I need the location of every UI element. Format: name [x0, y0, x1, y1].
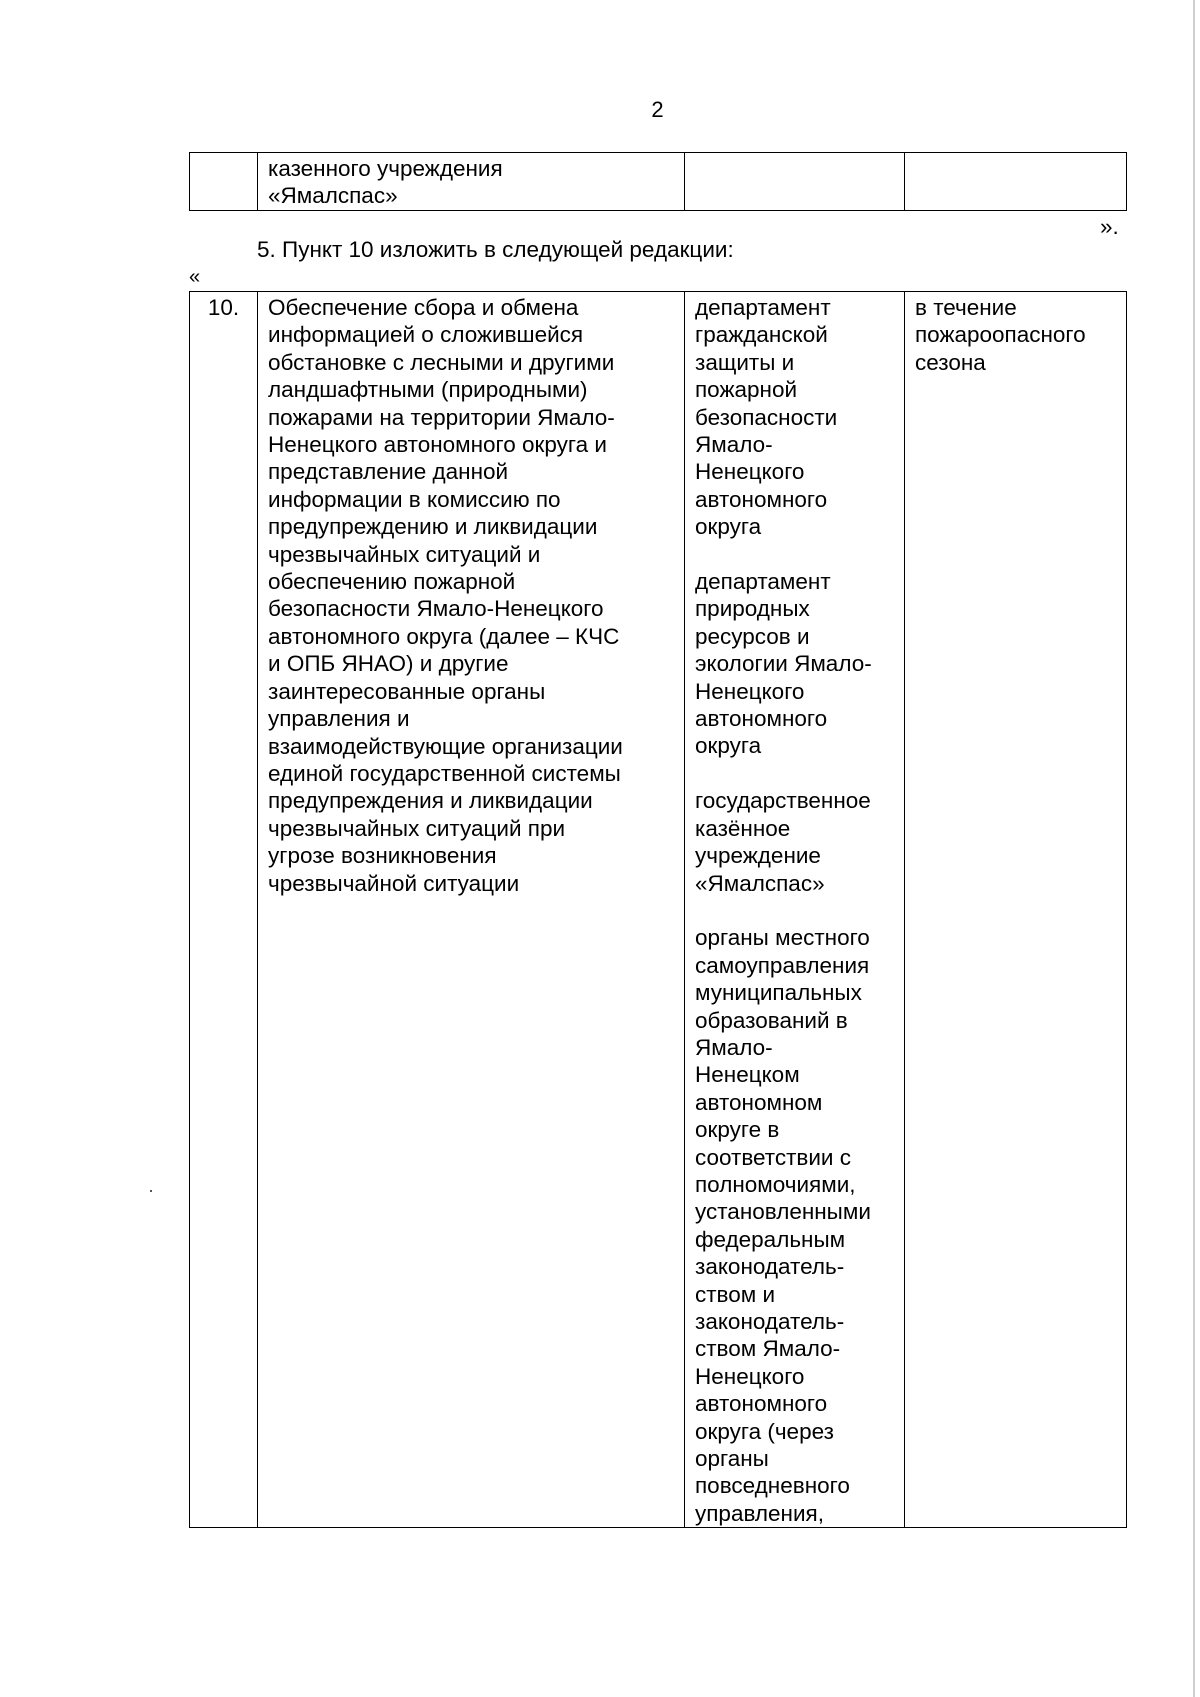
description-line: Ненецкого автономного округа и	[268, 432, 607, 458]
responsible-line: округе в	[695, 1117, 780, 1143]
responsible-line: «Ямалспас»	[695, 870, 825, 896]
table-row	[190, 292, 1127, 1528]
responsible-line: учреждение	[695, 843, 821, 869]
responsible-line: установленными	[695, 1199, 871, 1225]
responsible-line: органы	[695, 1446, 769, 1472]
description-line: предупреждения и ликвидации	[268, 788, 593, 814]
closing-quote: ».	[1100, 214, 1119, 239]
cell-number: 10.	[190, 292, 258, 1528]
opening-quote: «	[189, 266, 201, 288]
responsible-line: департамент	[695, 295, 831, 320]
responsible-line: федеральным	[695, 1226, 846, 1252]
cell-description	[258, 153, 685, 211]
responsible-line: государственное	[695, 788, 871, 814]
block-spacer	[695, 541, 896, 568]
responsible-line: ством и	[695, 1281, 776, 1307]
responsible-line: органы местного	[695, 925, 870, 951]
description-line: автономного округа (далее – КЧС	[268, 623, 620, 649]
description-line: угрозе возникновения	[268, 843, 497, 869]
continuation-table	[189, 152, 1127, 211]
description-line: предупреждению и ликвидации	[268, 514, 598, 540]
description-line: безопасности Ямало-Ненецкого	[268, 596, 604, 622]
responsible-line: департамент	[695, 569, 831, 595]
responsible-line: пожарной	[695, 377, 798, 403]
description-line: взаимодействующие организации	[268, 733, 623, 759]
responsible-line: Ямало-	[695, 1034, 773, 1060]
description-line: пожарами на территории Ямало-	[268, 404, 615, 430]
description-line: обеспечению пожарной	[268, 569, 516, 595]
responsible-line: ресурсов и	[695, 623, 810, 649]
responsible-line: Ненецкого	[695, 678, 805, 704]
cell-description	[258, 292, 685, 1528]
scan-speck	[150, 1190, 152, 1192]
responsible-line: самоуправления	[695, 952, 870, 978]
responsible-line: муниципальных	[695, 980, 862, 1006]
responsible-line: автономного	[695, 1391, 828, 1417]
cell-number	[190, 153, 258, 211]
responsible-line: безопасности	[695, 404, 838, 430]
term-line: в течение	[915, 295, 1017, 320]
responsible-line: законодатель-	[695, 1308, 845, 1334]
page-edge	[1193, 0, 1195, 1697]
description-line: казенного учреждения	[268, 156, 503, 181]
description-line: чрезвычайной ситуации	[268, 870, 520, 896]
table-row	[190, 153, 1127, 211]
responsible-line: округа	[695, 733, 762, 759]
responsible-line: управления,	[695, 1500, 824, 1526]
responsible-line: автономного	[695, 486, 828, 512]
responsible-line: природных	[695, 596, 810, 622]
page-number: 2	[651, 97, 664, 122]
responsible-line: повседневного	[695, 1473, 850, 1499]
responsible-line: автономного	[695, 706, 828, 732]
responsible-line: ством Ямало-	[695, 1336, 841, 1362]
responsible-line: казённое	[695, 815, 791, 841]
description-line: обстановке с лесными и другими	[268, 349, 615, 375]
amendment-instruction: 5. Пункт 10 изложить в следующей редакции:	[257, 237, 734, 262]
description-line: управления и	[268, 706, 410, 732]
responsible-line: округа (через	[695, 1418, 834, 1444]
description-line: информации в комиссию по	[268, 486, 561, 512]
description-line: «Ямалспас»	[268, 183, 398, 209]
cell-responsible	[685, 292, 905, 1528]
responsible-line: образований в	[695, 1007, 848, 1033]
block-spacer	[695, 760, 896, 787]
description-line: заинтересованные органы	[268, 678, 546, 704]
description-line: ландшафтными (природными)	[268, 377, 588, 403]
cell-term	[905, 292, 1127, 1528]
term-line: пожароопасного	[915, 322, 1086, 348]
responsible-line: экологии Ямало-	[695, 651, 872, 677]
responsible-line: Ямало-	[695, 432, 773, 458]
description-line: представление данной	[268, 459, 509, 485]
responsible-line: Ненецкого	[695, 459, 805, 485]
term-line: сезона	[915, 349, 986, 375]
description-line: и ОПБ ЯНАО) и другие	[268, 651, 509, 677]
responsible-line: полномочиями,	[695, 1171, 856, 1197]
cell-responsible	[685, 153, 905, 211]
description-line: чрезвычайных ситуаций и	[268, 541, 541, 567]
responsible-line: защиты и	[695, 349, 795, 375]
description-line: чрезвычайных ситуаций при	[268, 815, 566, 841]
responsible-line: гражданской	[695, 322, 828, 348]
responsible-line: законодатель-	[695, 1254, 845, 1280]
description-line: Обеспечение сбора и обмена	[268, 295, 579, 320]
responsible-line: соответствии с	[695, 1144, 852, 1170]
block-spacer	[695, 897, 896, 924]
responsible-line: округа	[695, 514, 762, 540]
responsible-line: автономном	[695, 1089, 823, 1115]
responsible-line: Ненецком	[695, 1062, 800, 1088]
description-line: информацией о сложившейся	[268, 322, 584, 348]
responsible-line: Ненецкого	[695, 1363, 805, 1389]
cell-term	[905, 153, 1127, 211]
description-line: единой государственной системы	[268, 760, 621, 786]
item-10-table	[189, 291, 1127, 1528]
